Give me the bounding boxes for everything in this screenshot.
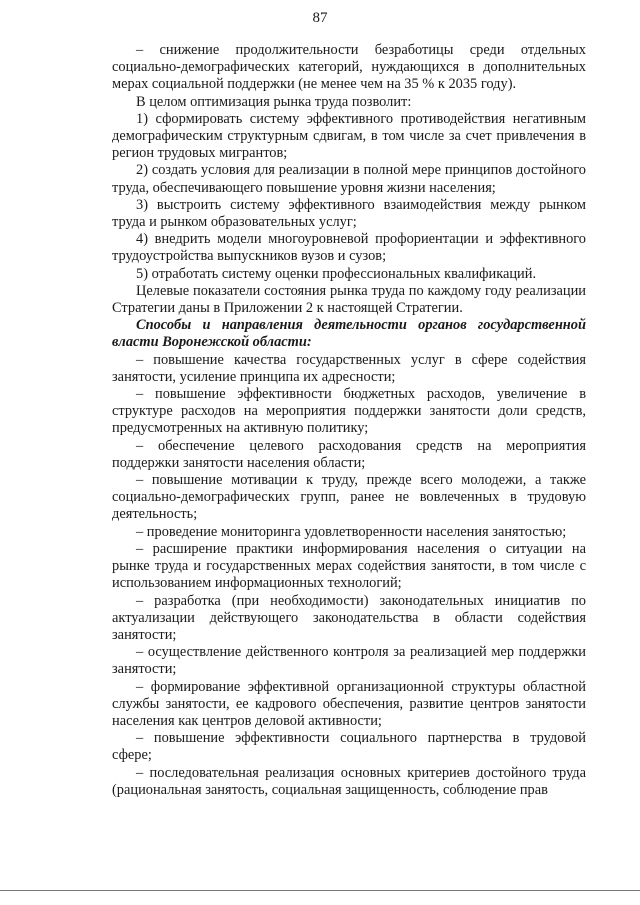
list-item: – проведение мониторинга удовлетворенности населения занятостью; (136, 523, 567, 540)
section-heading: Способы и направления деятельности органов государственной власти Воронежской области: (112, 317, 586, 351)
list-item: – расширение практики информирования населения о ситуации на рынке труда и государственных мерах содействия занятости, в том числе с использованием информационных технологий; (112, 540, 586, 592)
list-item: – последовательная реализация основных критериев достойного труда (рациональная занятость, социальная защищенность, соблюдение прав (112, 764, 586, 798)
paragraph: В целом оптимизация рынка труда позволит: (136, 93, 412, 110)
list-item: – формирование эффективной организационной структуры областной службы занятости, ее кадрового обеспечения, развитие центров занятости населения как центров деловой активности; (112, 678, 586, 729)
list-item: – осуществление действенного контроля за реализацией мер поддержки занятости; (112, 644, 586, 678)
list-item: 1) сформировать систему эффективного противодействия негативным демографическим структурным сдвигам, в том числе за счет привлечения в регион трудовых мигрантов; (112, 110, 586, 162)
page-number: 87 (312, 10, 328, 26)
list-item: – повышение качества государственных услуг в сфере содействия занятости, усиление принципа их адресности; (112, 351, 586, 385)
document-body (112, 42, 586, 799)
list-item: – повышение эффективности социального партнерства в трудовой сфере; (112, 730, 586, 764)
paragraph: – снижение продолжительности безработицы среди отдельных социально-демографических категорий, нуждающихся в дополнительных мерах социальной поддержки (не менее чем на 35 % к 2035 году). (112, 42, 586, 93)
list-item: 4) внедрить модели многоуровневой профориентации и эффективного трудоустройства выпускников вузов и сузов; (112, 231, 586, 265)
list-item: – разработка (при необходимости) законодательных инициатив по актуализации действующего законодательства в области содействия занятости; (112, 592, 586, 643)
list-item: 5) отработать систему оценки профессиональных квалификаций. (136, 265, 537, 282)
list-item: – повышение эффективности бюджетных расходов, увеличение в структуре расходов на мероприятия поддержки занятости доли средств, предусмотренных на активную политику; (112, 386, 586, 437)
list-item: – повышение мотивации к труду, прежде всего молодежи, а также социально-демографических групп, ранее не вовлеченных в трудовую деятельность; (112, 472, 586, 523)
paragraph: Целевые показатели состояния рынка труда по каждому году реализации Стратегии даны в Приложении 2 к настоящей Стратегии. (112, 282, 586, 317)
list-item: 3) выстроить систему эффективного взаимодействия между рынком труда и рынком образовательных услуг; (112, 196, 586, 231)
page-bottom-rule (0, 890, 640, 891)
list-item: 2) создать условия для реализации в полной мере принципов достойного труда, обеспечивающего повышение уровня жизни населения; (112, 162, 586, 196)
list-item: – обеспечение целевого расходования средств на мероприятия поддержки занятости населения области; (112, 437, 586, 471)
